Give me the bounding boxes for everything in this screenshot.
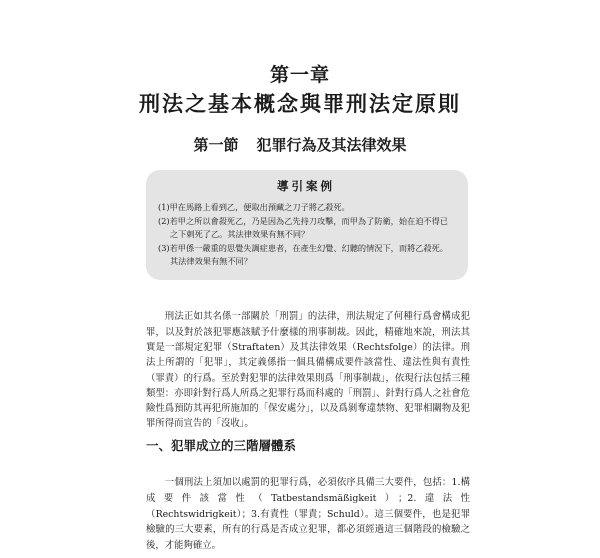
guide-case-item: (3)若甲係一嚴重的思覺失調症患者，在產生幻覺、幻聽的情況下，而將乙殺死。其法律效果有無不同？ bbox=[158, 242, 448, 266]
body-paragraph-1: 刑法正如其名係一部關於「刑罰」的法律，刑法規定了何種行爲會構成犯罪，以及對於該犯罪應該賦予什麼樣的刑事制裁。因此，精確地來說，刑法其實是一部規定犯罪（Straftaten）及其法律效果（Rechtsfolge）的法律。刑法上所謂的「犯罪」，其定義係指一個具備構成要件該當性、違法性與有責性（罪責）的行爲。至於對犯罪的法律效果則爲「刑事制裁」，依現行法包括三種類型：亦即針對行爲人所爲之犯罪行爲而科處的「刑罰」、針對行爲人之社會危險性爲預防其再犯所施加的「保安處分」，以及爲剝奪違禁物、犯罪相關物及犯罪所得而宣告的「沒收」。 bbox=[146, 311, 470, 430]
chapter-number: 第一章 bbox=[269, 64, 330, 86]
chapter-title: 刑法之基本概念與罪刑法定原則 bbox=[139, 91, 461, 116]
guide-case-box bbox=[146, 170, 468, 280]
guide-case-list bbox=[158, 201, 454, 269]
section-heading bbox=[0, 134, 600, 155]
body-paragraph-2: 一個刑法上須加以處罰的犯罪行爲，必須依序具備三大要件，包括：1.構成要件該當性（Tatbestandsmäßigkeit）；2.違法性（Rechtswidrigkeit）；3.有責性（罪責；Schuld）。這三個要件，也是犯罪檢驗的三大要素，所有的行爲是否成立犯罪，都必須經過這三個階段的檢驗之後，才能夠確立。 bbox=[146, 477, 470, 551]
section-title: 犯罪行為及其法律效果 bbox=[256, 136, 407, 154]
guide-case-item: (2)若甲之所以會殺死乙，乃是因為乙先持刀攻擊，而甲為了防衛，始在迫不得已之下刺死了乙。其法律效果有無不同？ bbox=[158, 215, 448, 239]
section-number: 第一節 bbox=[193, 136, 239, 154]
subheading: 一、犯罪成立的三階層體系 bbox=[146, 438, 297, 453]
guide-case-title: 導引案例 bbox=[277, 179, 335, 193]
guide-case-item: (1)甲在馬路上看到乙，便取出預藏之刀子將乙殺死。 bbox=[158, 202, 350, 212]
